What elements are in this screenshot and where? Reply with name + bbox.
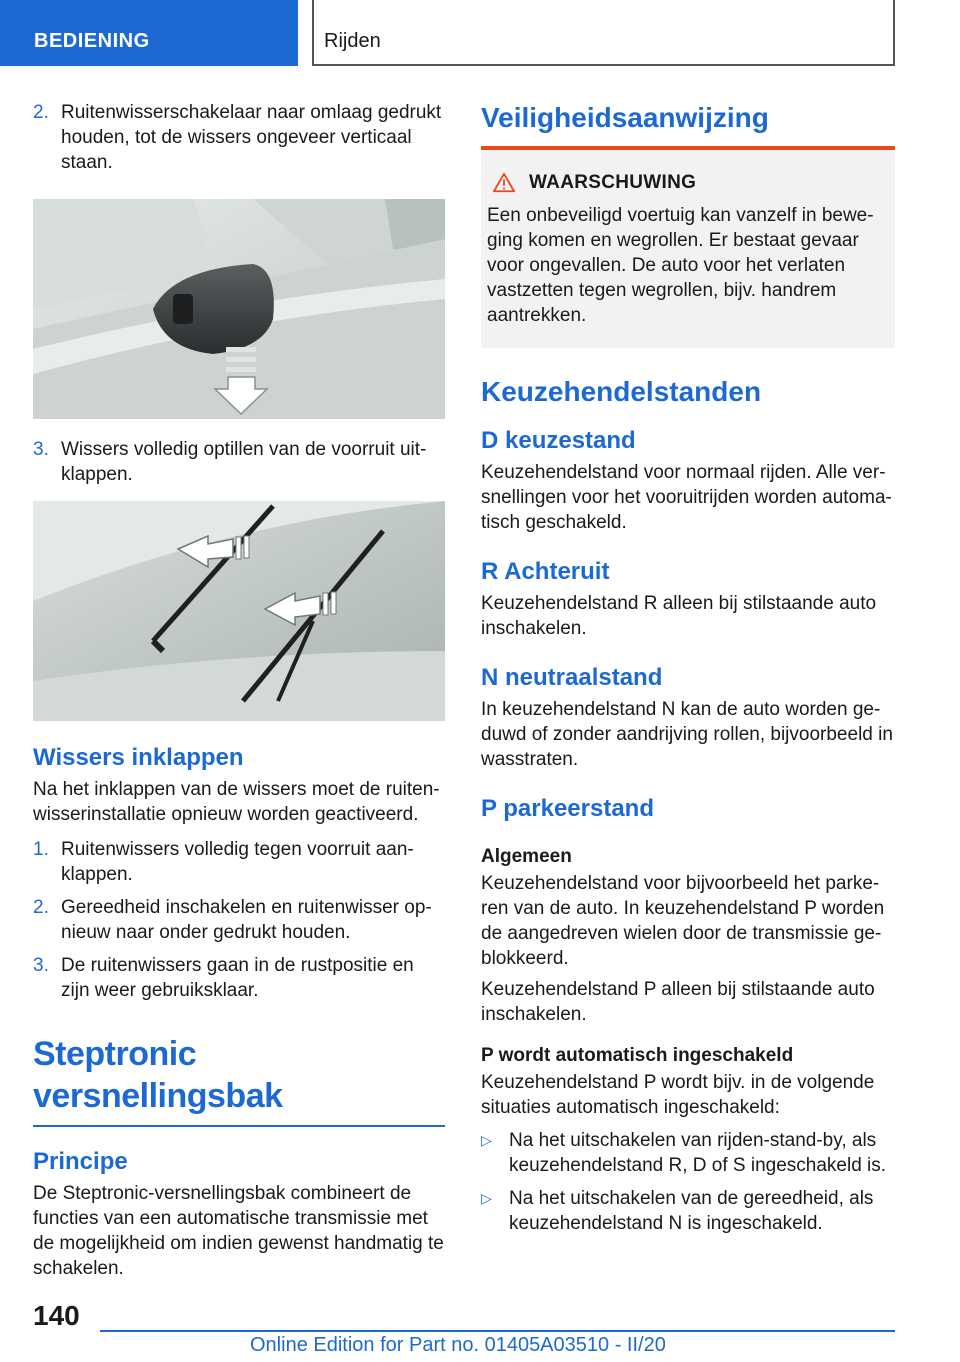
bullet-triangle-icon: ▷ <box>481 1132 492 1148</box>
wiper-stalk-image <box>33 199 445 419</box>
heading-rule <box>33 1125 445 1127</box>
warning-text: Een onbeveiligd voertuig kan vanzelf in beweging komen en wegrollen. Er bestaat gevaar voor ongevallen. De auto voor het verlaten vastzetten tegen wegrollen, bijv. handrem aantrekken. <box>487 205 874 326</box>
n-position-text: In keuzehendelstand N kan de auto worden geduwd of zonder aandrijving rollen, bijvoorbeeld in wasstraten. <box>481 699 893 770</box>
general-heading: Algemeen <box>481 846 572 867</box>
warning-triangle-icon <box>493 172 515 194</box>
n-position-heading: N neutraalstand <box>481 664 663 691</box>
step-number: 1. <box>33 839 49 860</box>
bullet-text: Na het uitschakelen van de gereedheid, als keuzehendelstand N is ingeschakeld. <box>509 1188 874 1234</box>
footer-rule <box>100 1330 895 1332</box>
step-number: 3. <box>33 955 49 976</box>
list-item <box>33 895 445 945</box>
r-position-heading: R Achteruit <box>481 558 610 585</box>
bullet-text: Na het uitschakelen van rijden-stand-by, als keuzehendelstand R, D of S ingeschakeld is. <box>509 1130 887 1176</box>
windshield-image <box>33 501 445 721</box>
warning-title-row <box>487 170 887 195</box>
page-number: 140 <box>33 1300 80 1331</box>
d-position-heading: D keuzestand <box>481 427 636 454</box>
step-text: Wissers volledig optillen van de voorruit uitklappen. <box>61 439 427 485</box>
wiper-step-3 <box>33 437 445 487</box>
step-text: Ruitenwissers volledig tegen voorruit aanklappen. <box>61 839 414 885</box>
general-text-1: Keuzehendelstand voor bijvoorbeeld het parkeren van de auto. In keuzehendelstand P worden de aangedreven wielen door de transmissie geblokkeerd. <box>481 873 885 969</box>
step-text: Ruitenwisserschakelaar naar omlaag gedrukt houden, tot de wissers ongeveer verticaal staan. <box>61 102 442 173</box>
step-number: 3. <box>33 439 49 460</box>
auto-p-list <box>481 1128 895 1236</box>
list-item <box>33 953 445 1003</box>
d-position-text: Keuzehendelstand voor normaal rijden. Alle versnellingen voor het vooruitrijden worden automatisch geschakeld. <box>481 462 892 533</box>
fold-wipers-intro: Na het inklappen van de wissers moet de ruitenwisserinstallatie opnieuw worden geactiveerd. <box>33 779 440 825</box>
section-tab: BEDIENING <box>0 0 298 66</box>
auto-p-heading: P wordt automatisch ingeschakeld <box>481 1045 794 1066</box>
right-column <box>481 100 895 1244</box>
safety-heading: Veiligheidsaanwijzing <box>481 102 769 133</box>
step-number: 2. <box>33 897 49 918</box>
bullet-triangle-icon: ▷ <box>481 1190 492 1206</box>
steptronic-heading: Steptronic versnellingsbak <box>33 1035 283 1115</box>
chapter-title: Rijden <box>312 0 895 66</box>
step-text: Gereedheid inschakelen en ruitenwisser opnieuw naar onder gedrukt houden. <box>61 897 432 943</box>
step-text: De ruitenwissers gaan in de rustpositie en zijn weer gebruiksklaar. <box>61 955 414 1001</box>
principe-heading: Principe <box>33 1148 128 1175</box>
positions-heading: Keuzehendelstanden <box>481 376 762 407</box>
fold-wipers-heading: Wissers inklappen <box>33 744 244 771</box>
wiper-stalk-illustration <box>33 199 445 419</box>
fold-steps-list <box>33 837 445 1003</box>
p-position-heading: P parkeerstand <box>481 795 654 822</box>
windshield-wiper-illustration <box>33 501 445 721</box>
list-item <box>33 837 445 887</box>
list-item <box>481 1186 895 1236</box>
left-column <box>33 100 445 1287</box>
principe-text: De Steptronic-versnellingsbak combineert de functies van een automatische transmissie met de mogelijkheid om indien gewenst handmatig te schakelen. <box>33 1183 444 1279</box>
r-position-text: Keuzehendelstand R alleen bij stilstaande auto inschakelen. <box>481 593 877 639</box>
list-item <box>481 1128 895 1178</box>
warning-title: WAARSCHUWING <box>529 172 697 193</box>
warning-box <box>481 150 895 348</box>
auto-p-text: Keuzehendelstand P wordt bijv. in de volgende situaties automatisch ingeschakeld: <box>481 1072 875 1118</box>
edition-note: Online Edition for Part no. 01405A03510 - II/20 <box>250 1334 666 1356</box>
general-text-2: Keuzehendelstand P alleen bij stilstaande auto inschakelen. <box>481 979 875 1025</box>
wiper-step-2 <box>33 100 445 175</box>
step-number: 2. <box>33 102 49 123</box>
